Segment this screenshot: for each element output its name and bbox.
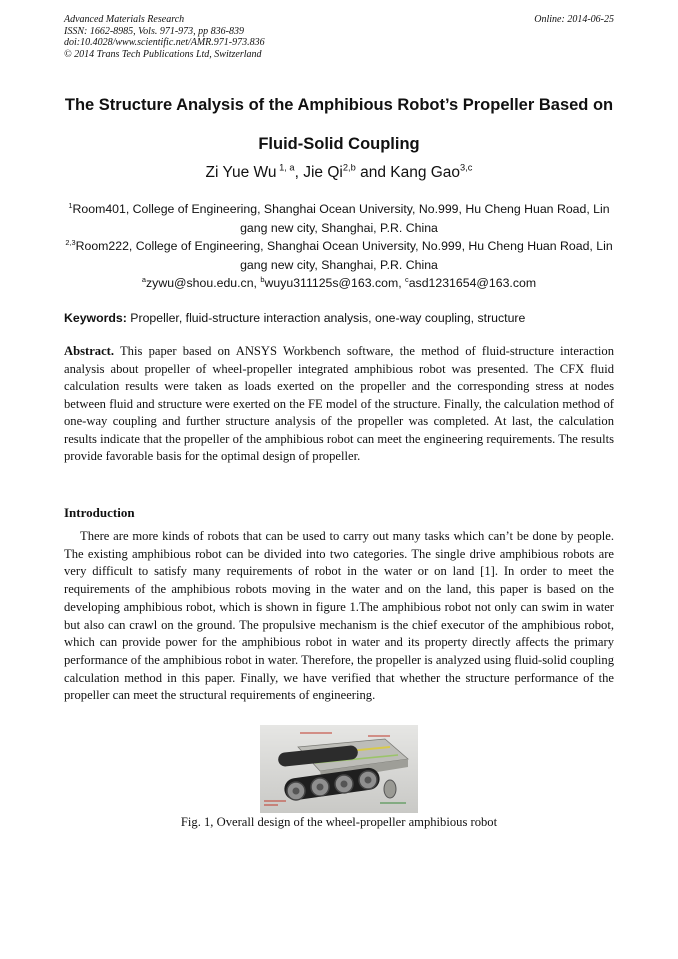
introduction-paragraph: There are more kinds of robots that can be used to carry out many tasks which can’t be done by people. The existing amphibious robot can be divided into two categories. The single drive amphibious robots are very difficult to satisfy many requirements of robot in the water or on land [1]. In order to meet the requirements of the amphibious robots moving in the water and on the land, this paper is based on the developing amphibious robot, which is shown in figure 1.The amphibious robot not only can swim in water but also can crawl on the ground. The propulsive mechanism is the chief executor of the amphibious robot, which can provide power for the amphibious robot in water and its property directly affects the primary performance of the amphibious robot in water. Therefore, the propeller is analyzed using fluid-solid coupling calculation method in this paper. Finally, we have verified that whether the structure performance of the propeller can meet the structural requirements of engineering. [64, 529, 614, 703]
affiliation-superscript: 2,3 [65, 237, 76, 247]
affiliation-2 [64, 237, 614, 274]
paper-title [40, 86, 638, 164]
author-name: and Kang Gao [355, 164, 461, 181]
author-list [40, 164, 638, 182]
doi-line: doi:10.4028/www.scientific.net/AMR.971-973.836 [64, 37, 265, 48]
affiliation-text: Room222, College of Engineering, Shanghai Ocean University, No.999, Hu Cheng Huan Road, Lin gang new city, Shanghai, P.R. China [75, 239, 613, 272]
author-superscript: 2,b [342, 162, 356, 173]
author-superscript: 1, a [279, 162, 295, 173]
journal-header [64, 14, 265, 60]
email-line [64, 274, 614, 293]
journal-name: Advanced Materials Research [64, 14, 185, 25]
abstract-text: This paper based on ANSYS Workbench software, the method of fluid-structure interaction analysis about propeller of wheel-propeller integrated amphibious robot was presented. The CFX fluid calculation results were taken as loads exerted on the propeller and the corresponding stress at nodes between fluid and structure were exerted on the FE model of the structure. Finally, the calculation method of one-way coupling and further structure analysis of the propeller was completed. At last, the calculation results indicate that the propeller of the amphibious robot can meet the engineering requirements. The results provide favorable basis for the optimal design of propeller. [64, 344, 614, 463]
keywords-label: Keywords: [64, 311, 127, 325]
keywords-text: Propeller, fluid-structure interaction analysis, one-way coupling, structure [126, 311, 526, 325]
title-line-2: Fluid-Solid Coupling [258, 135, 420, 153]
title-line-1: The Structure Analysis of the Amphibious Robot’s Propeller Based on [64, 96, 614, 114]
email-address: zywu@shou.edu.cn, [146, 276, 261, 290]
affiliation-superscript: 1 [68, 200, 73, 210]
keywords [64, 311, 624, 325]
section-heading-introduction: Introduction [64, 505, 135, 520]
author-name: , Jie Qi [294, 164, 343, 181]
affiliation-text: Room401, College of Engineering, Shanghai Ocean University, No.999, Hu Cheng Huan Road, Lin gang new city, Shanghai, P.R. China [72, 202, 610, 235]
email-address: asd1231654@163.com [408, 276, 537, 290]
author-superscript: 3,c [460, 162, 473, 173]
robot-figure-image [260, 725, 418, 813]
affiliations [64, 200, 614, 293]
figure-caption: Fig. 1, Overall design of the wheel-propeller amphibious robot [180, 815, 498, 829]
author-name: Zi Yue Wu [205, 164, 277, 181]
online-date: Online: 2014-06-25 [534, 14, 614, 25]
issn-line: ISSN: 1662-8985, Vols. 971-973, pp 836-839 [64, 25, 244, 37]
abstract [64, 343, 614, 466]
copyright-line: © 2014 Trans Tech Publications Ltd, Switzerland [64, 48, 262, 60]
affiliation-1 [64, 200, 614, 237]
abstract-label: Abstract. [64, 344, 115, 358]
email-superscript: c [405, 274, 409, 284]
email-address: wuyu311125s@163.com, [264, 276, 406, 290]
email-superscript: b [260, 274, 265, 284]
email-superscript: a [141, 274, 147, 284]
